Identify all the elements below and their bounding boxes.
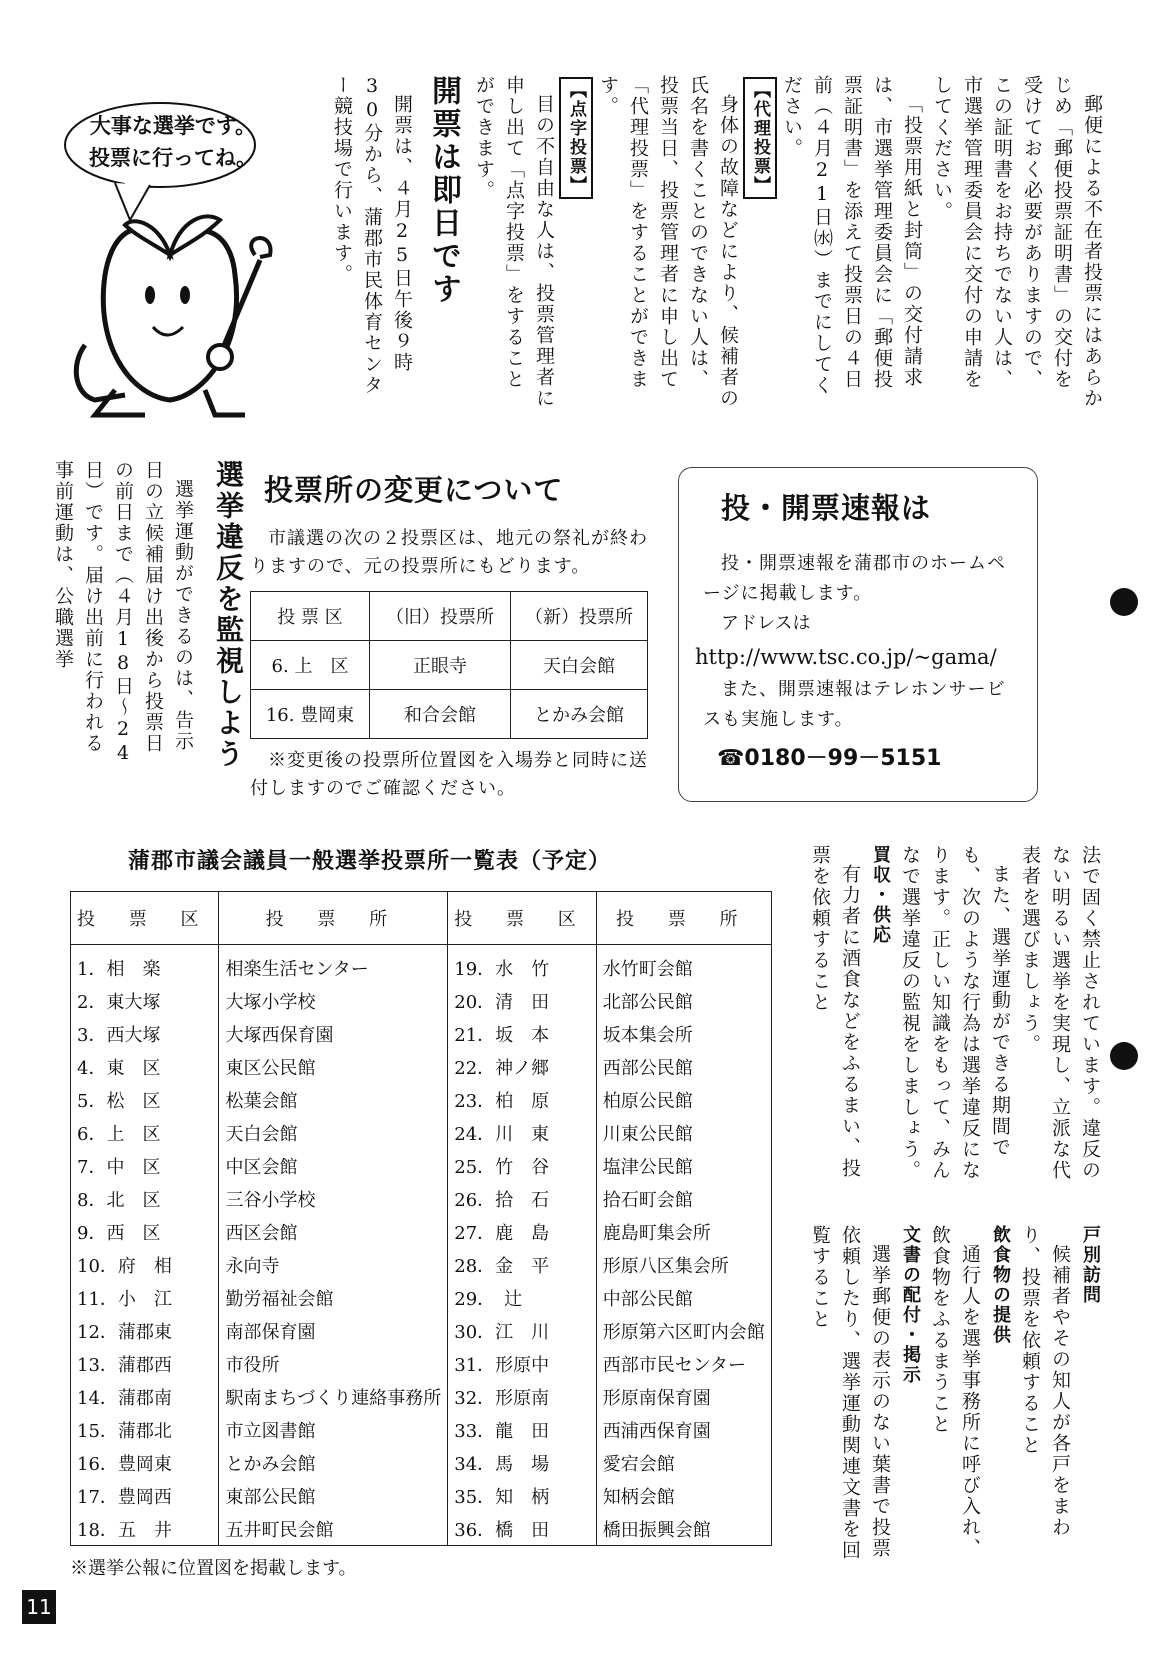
food-heading: 飲食物の提供 [990, 1225, 1011, 1345]
change-cell: 16. 豊岡東 [251, 690, 370, 739]
district-cell: 33．龍 田 [448, 1413, 596, 1446]
station-cell: 永向寺 [219, 1248, 448, 1281]
district-cell: 6．上 区 [77, 1123, 161, 1145]
table-row [71, 1380, 772, 1413]
change-cell: 6. 上 区 [251, 641, 370, 690]
district-cell: 26．拾 石 [448, 1182, 596, 1215]
district-cell: 18．五 井 [77, 1519, 172, 1541]
results-url[interactable]: http://www.tsc.co.jp/~gama/ [695, 645, 997, 669]
district-cell: 30．江 川 [448, 1314, 596, 1347]
station-cell: 天白会館 [219, 1116, 448, 1149]
station-cell: 市役所 [219, 1347, 448, 1380]
change-cell: 正眼寺 [370, 641, 511, 690]
station-cell: 西部公民館 [596, 1050, 771, 1083]
braille-vote-paragraph: 目の不自由な人は、投票管理者に申し出て「点字投票」をすることができます。 [473, 75, 555, 409]
station-cell: 鹿島町集会所 [596, 1215, 771, 1248]
results-line-1: 投・開票速報を蒲郡市のホームページに掲載します。 [703, 553, 1006, 604]
district-cell: 29． 辻 [448, 1281, 596, 1314]
speech-line-1: 大事な選挙です。 [89, 114, 257, 138]
station-cell: 大塚小学校 [219, 984, 448, 1017]
results-line-2: アドレスは [721, 613, 811, 634]
violation-para-2: また、選挙運動ができる期間でも、次のような行為は選挙違反になります。正しい知識をもって、みんなで選挙違反の監視をしましょう。 [899, 845, 1011, 1181]
bribery-heading: 買収・供応 [870, 845, 891, 945]
table-row [71, 984, 772, 1017]
page-number: 11 [22, 1590, 56, 1624]
district-cell: 1．相 楽 [77, 958, 161, 980]
bribery-paragraph: 有力者に酒食などをふるまい、投票を依頼すること [809, 845, 861, 1179]
header-station-left: 投 票 所 [219, 892, 448, 945]
district-cell: 8．北 区 [77, 1189, 161, 1211]
district-cell: 24．川 東 [448, 1116, 596, 1149]
station-cell: 柏原公民館 [596, 1083, 771, 1116]
top-article [317, 75, 1107, 410]
table-row [71, 945, 772, 985]
table-row [71, 1050, 772, 1083]
table-row [71, 1215, 772, 1248]
table-row [71, 1413, 772, 1446]
station-footnote: ※選挙公報に位置図を掲載します。 [70, 1558, 357, 1579]
station-cell: 松葉会館 [219, 1083, 448, 1116]
change-section [250, 468, 658, 803]
district-cell: 19．水 竹 [448, 945, 596, 985]
results-title: 投・開票速報は [721, 491, 932, 525]
station-cell: 中部公民館 [596, 1281, 771, 1314]
table-row [71, 1314, 772, 1347]
station-cell: 北部公民館 [596, 984, 771, 1017]
station-cell: 西浦西保育園 [596, 1413, 771, 1446]
district-cell: 23．柏 原 [448, 1083, 596, 1116]
station-cell: 南部保育園 [219, 1314, 448, 1347]
district-cell: 32．形原南 [448, 1380, 596, 1413]
station-cell: 形原八区集会所 [596, 1248, 771, 1281]
door-to-door-paragraph: 候補者やその知人が各戸をまわり、投票を依頼すること [1019, 1225, 1071, 1538]
violation-body: 選挙運動ができるのは、告示日の立候補届け出後から投票日の前日まで（４月18日～24日）です。届け出前に行われる事前運動は、公職選挙 [52, 460, 194, 766]
violation-examples [780, 1225, 1105, 1565]
station-cell: 知柄会館 [596, 1479, 771, 1512]
table-row [71, 1182, 772, 1215]
proxy-vote-heading: 【代理投票】 [743, 77, 777, 199]
district-cell: 13．蒲郡西 [77, 1354, 172, 1376]
station-cell: 川東公民館 [596, 1116, 771, 1149]
district-cell: 25．竹 谷 [448, 1149, 596, 1182]
district-cell: 12．蒲郡東 [77, 1321, 172, 1343]
counting-heading: 開票は即日です [426, 75, 461, 306]
change-cell: とかみ会館 [511, 690, 648, 739]
table-row [251, 641, 648, 690]
station-cell: 西部市民センター [596, 1347, 771, 1380]
results-line-3: また、開票速報はテレホンサービスも実施します。 [703, 679, 1006, 730]
district-cell: 5．松 区 [77, 1090, 161, 1112]
binding-hole [1110, 588, 1138, 616]
telephone-number: ☎0180－99－5151 [717, 746, 942, 771]
change-note: ※変更後の投票所位置図を入場券と同時に送付しますのでご確認ください。 [250, 750, 648, 799]
station-cell: 拾石町会館 [596, 1182, 771, 1215]
district-cell: 22．神ノ郷 [448, 1050, 596, 1083]
table-row [71, 1248, 772, 1281]
results-box [678, 467, 1038, 802]
station-cell: 水竹町会館 [596, 945, 771, 985]
station-list [70, 844, 765, 1580]
station-cell: とかみ会館 [219, 1446, 448, 1479]
documents-heading: 文書の配付・掲示 [900, 1225, 921, 1385]
change-cell: 天白会館 [511, 641, 648, 690]
district-cell: 4．東 区 [77, 1057, 161, 1079]
change-table [250, 591, 648, 739]
station-cell: 勤労福祉会館 [219, 1281, 448, 1314]
stations-table [70, 891, 772, 1546]
station-cell: 橋田振興会館 [596, 1512, 771, 1546]
district-cell: 14．蒲郡南 [77, 1387, 172, 1409]
table-row [251, 690, 648, 739]
station-cell: 中区会館 [219, 1149, 448, 1182]
station-cell: 西区会館 [219, 1215, 448, 1248]
station-cell: 東部公民館 [219, 1479, 448, 1512]
proxy-vote-paragraph: 身体の故障などにより、候補者の氏名を書くことのできない人は、投票当日、投票管理者に申し出て「代理投票」をすることができます。 [597, 75, 739, 409]
district-cell: 7．中 区 [77, 1156, 161, 1178]
change-header-new: （新）投票所 [511, 592, 648, 641]
station-cell: 坂本集会所 [596, 1017, 771, 1050]
table-row [71, 1116, 772, 1149]
station-cell: 駅南まちづくり連絡事務所 [219, 1380, 448, 1413]
table-row [71, 1281, 772, 1314]
district-cell: 35．知 柄 [448, 1479, 596, 1512]
district-cell: 31．形原中 [448, 1347, 596, 1380]
violation-article [52, 460, 248, 770]
change-header-old: （旧）投票所 [370, 592, 511, 641]
ballot-request-paragraph: 「投票用紙と封筒」の交付請求は、市選挙管理委員会に「郵便投票証明書」を添えて投票日の４日前（４月21日㈬）までにしてください。 [781, 75, 923, 396]
table-row [71, 1083, 772, 1116]
station-list-title: 蒲郡市議会議員一般選挙投票所一覧表（予定） [128, 848, 612, 874]
station-cell: 市立図書館 [219, 1413, 448, 1446]
violation-para-1: 法で固く禁止されています。違反のない明るい選挙を実現し、立派な代表者を選びましょう。 [1019, 845, 1101, 1181]
district-cell: 15．蒲郡北 [77, 1420, 172, 1442]
district-cell: 20．清 田 [448, 984, 596, 1017]
header-district-right: 投 票 区 [448, 892, 596, 945]
station-cell: 東区公民館 [219, 1050, 448, 1083]
station-cell: 塩津公民館 [596, 1149, 771, 1182]
binding-hole [1110, 1042, 1138, 1070]
table-row [71, 1479, 772, 1512]
district-cell: 28．金 平 [448, 1248, 596, 1281]
district-cell: 2．東大塚 [77, 991, 161, 1013]
district-cell: 21．坂 本 [448, 1017, 596, 1050]
district-cell: 34．馬 場 [448, 1446, 596, 1479]
district-cell: 11．小 江 [77, 1288, 172, 1310]
speech-line-2: 投票に行ってね。 [89, 146, 257, 170]
station-cell: 相楽生活センター [219, 945, 448, 985]
violation-title: 選挙違反を監視しよう [212, 460, 245, 770]
table-row [71, 1446, 772, 1479]
postal-vote-paragraph: 郵便による不在者投票にはあらかじめ「郵便投票証明書」の交付を受けておく必要がありますので、この証明書をお持ちでない人は、市選挙管理委員会に交付の申請をしてください。 [931, 75, 1103, 409]
change-title: 投票所の変更について [264, 473, 564, 507]
station-cell: 愛宕会館 [596, 1446, 771, 1479]
station-cell: 形原第六区町内会館 [596, 1314, 771, 1347]
header-district-left: 投 票 区 [71, 892, 219, 945]
station-cell: 五井町民会館 [219, 1512, 448, 1546]
district-cell: 3．西大塚 [77, 1024, 161, 1046]
table-row [71, 1017, 772, 1050]
documents-paragraph: 選挙郵便の表示のない葉書で投票依頼したり、選挙運動関連文書を回覧すること [809, 1225, 891, 1561]
food-paragraph: 通行人を選挙事務所に呼び入れ、飲食物をふるまうこと [929, 1225, 981, 1559]
district-cell: 10．府 相 [77, 1255, 172, 1277]
table-row [71, 1347, 772, 1380]
station-cell: 形原南保育園 [596, 1380, 771, 1413]
counting-paragraph: 開票は、４月25日午後９時30分から、蒲郡市民体育センター競技場で行います。 [331, 75, 413, 396]
change-header-district: 投 票 区 [251, 592, 370, 641]
district-cell: 36．橋 田 [448, 1512, 596, 1546]
braille-vote-heading: 【点字投票】 [559, 77, 593, 199]
table-row [71, 1512, 772, 1546]
header-station-right: 投 票 所 [596, 892, 771, 945]
district-cell: 9．西 区 [77, 1222, 161, 1244]
station-cell: 三谷小学校 [219, 1182, 448, 1215]
district-cell: 16．豊岡東 [77, 1453, 172, 1475]
door-to-door-heading: 戸別訪問 [1080, 1225, 1101, 1305]
change-body: 市議選の次の２投票区は、地元の祭礼が終わりますので、元の投票所にもどります。 [250, 528, 648, 577]
table-row [71, 1149, 772, 1182]
district-cell: 27．鹿 島 [448, 1215, 596, 1248]
district-cell: 17．豊岡西 [77, 1486, 172, 1508]
station-cell: 大塚西保育園 [219, 1017, 448, 1050]
change-cell: 和合会館 [370, 690, 511, 739]
